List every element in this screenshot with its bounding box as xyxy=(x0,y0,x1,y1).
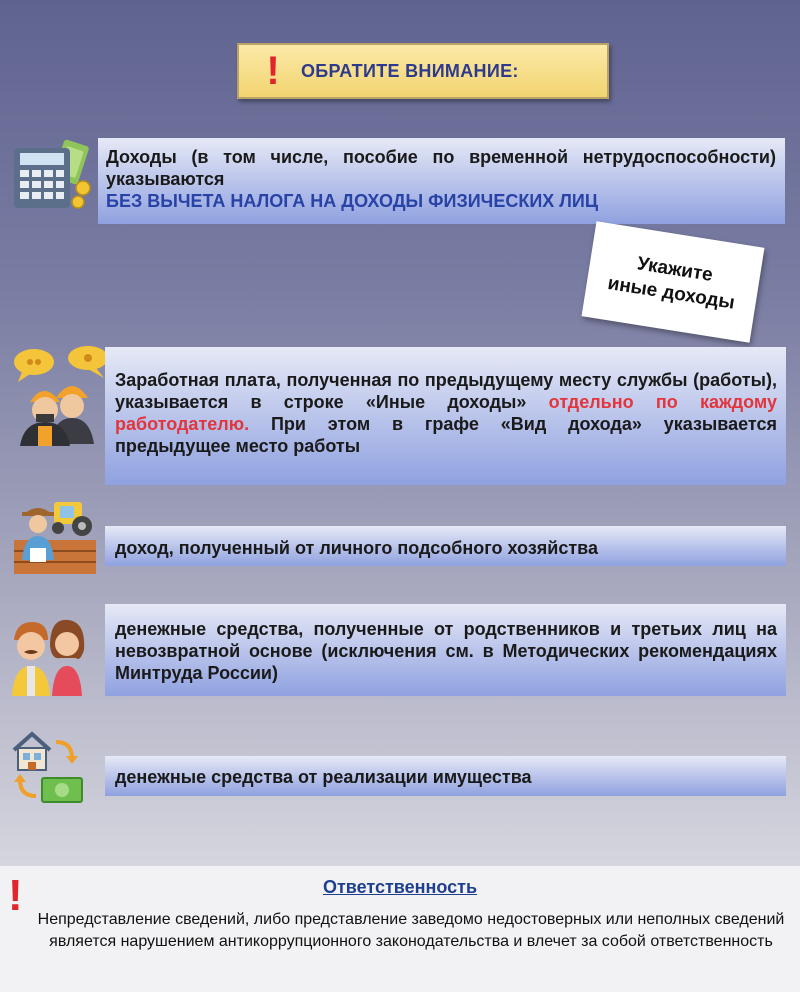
subsidiary-farm-text: доход, полученный от личного подсобного хозяйства xyxy=(115,538,598,558)
income-note-highlight: БЕЗ ВЫЧЕТА НАЛОГА НА ДОХОДЫ ФИЗИЧЕСКИХ ЛИЦ xyxy=(106,191,598,211)
income-note-box xyxy=(98,138,785,224)
sticky-note-text: Укажите иные доходы xyxy=(606,253,737,314)
salary-highlight: отдельно по каждому работодателю. xyxy=(115,392,777,434)
responsibility-exclamation-icon: ! xyxy=(8,871,23,920)
attention-banner xyxy=(237,43,609,99)
property-sale-text: денежные средства от реализации имущества xyxy=(115,767,532,787)
subsidiary-farm-income-box xyxy=(105,526,786,566)
salary-text-part2: При этом в графе «Вид дохода» указывается предыдущее место работы xyxy=(115,414,777,456)
workers-icon xyxy=(8,344,112,446)
responsibility-title: Ответственность xyxy=(322,877,478,897)
exclamation-icon: ! xyxy=(266,49,280,93)
farmer-tractor-icon xyxy=(14,494,96,574)
attention-title: ОБРАТИТЕ ВНИМАНИЕ: xyxy=(301,60,519,81)
income-note-text: Доходы (в том числе, пособие по временной нетрудоспособности) указываются xyxy=(106,147,776,189)
responsibility-text: Непредставление сведений, либо представление заведомо недостоверных или неполных сведений является нарушением антикоррупционного законодательства и влечет за собой ответственность xyxy=(37,911,785,950)
property-sale-income-box xyxy=(105,756,786,796)
salary-text-part1: Заработная плата, полученная по предыдущему месту службы (работы), указывается в строке «Иные доходы» xyxy=(115,370,777,412)
salary-income-box xyxy=(105,347,786,485)
relatives-income-box xyxy=(105,604,786,696)
house-money-exchange-icon xyxy=(10,730,84,804)
relatives-couple-icon xyxy=(10,614,86,696)
relatives-income-text: денежные средства, полученные от родственников и третьих лиц на невозвратной основе (исключения см. в Методических рекомендациях Минтруда России) xyxy=(115,619,777,683)
calculator-money-icon xyxy=(12,138,94,212)
other-income-sticky-note xyxy=(582,221,765,342)
